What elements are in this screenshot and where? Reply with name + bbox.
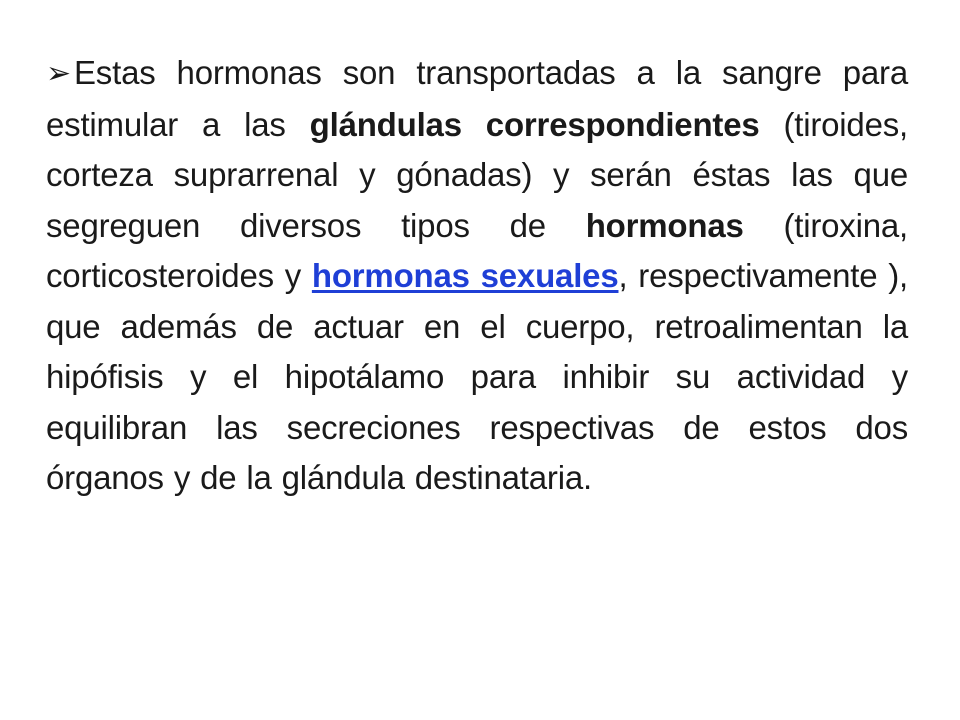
paragraph-text-2: (tiroides, corteza suprarrenal y gónadas) y serán éstas las que segreguen diversos tipos de xyxy=(46,105,908,244)
paragraph-text-4: , respectivamente ), que además de actuar en el cuerpo, retroalimentan la hipófisis y el hipotálamo para inhibir su actividad y equilibran las secreciones respectivas de estos dos órganos y de la glándula destinataria. xyxy=(46,257,908,496)
paragraph-bold-glandulas: glándulas correspondientes xyxy=(309,105,760,143)
arrow-bullet-icon: ➢ xyxy=(46,57,71,90)
bullet-paragraph xyxy=(46,48,908,504)
paragraph-text-1: Estas hormonas son transportadas a la sangre para estimular a las xyxy=(46,54,908,143)
paragraph-text-3: (tiroxina, corticosteroides y xyxy=(46,206,908,294)
paragraph-bold-hormonas: hormonas xyxy=(585,206,744,244)
hormonas-sexuales-link[interactable]: hormonas sexuales xyxy=(311,257,619,294)
